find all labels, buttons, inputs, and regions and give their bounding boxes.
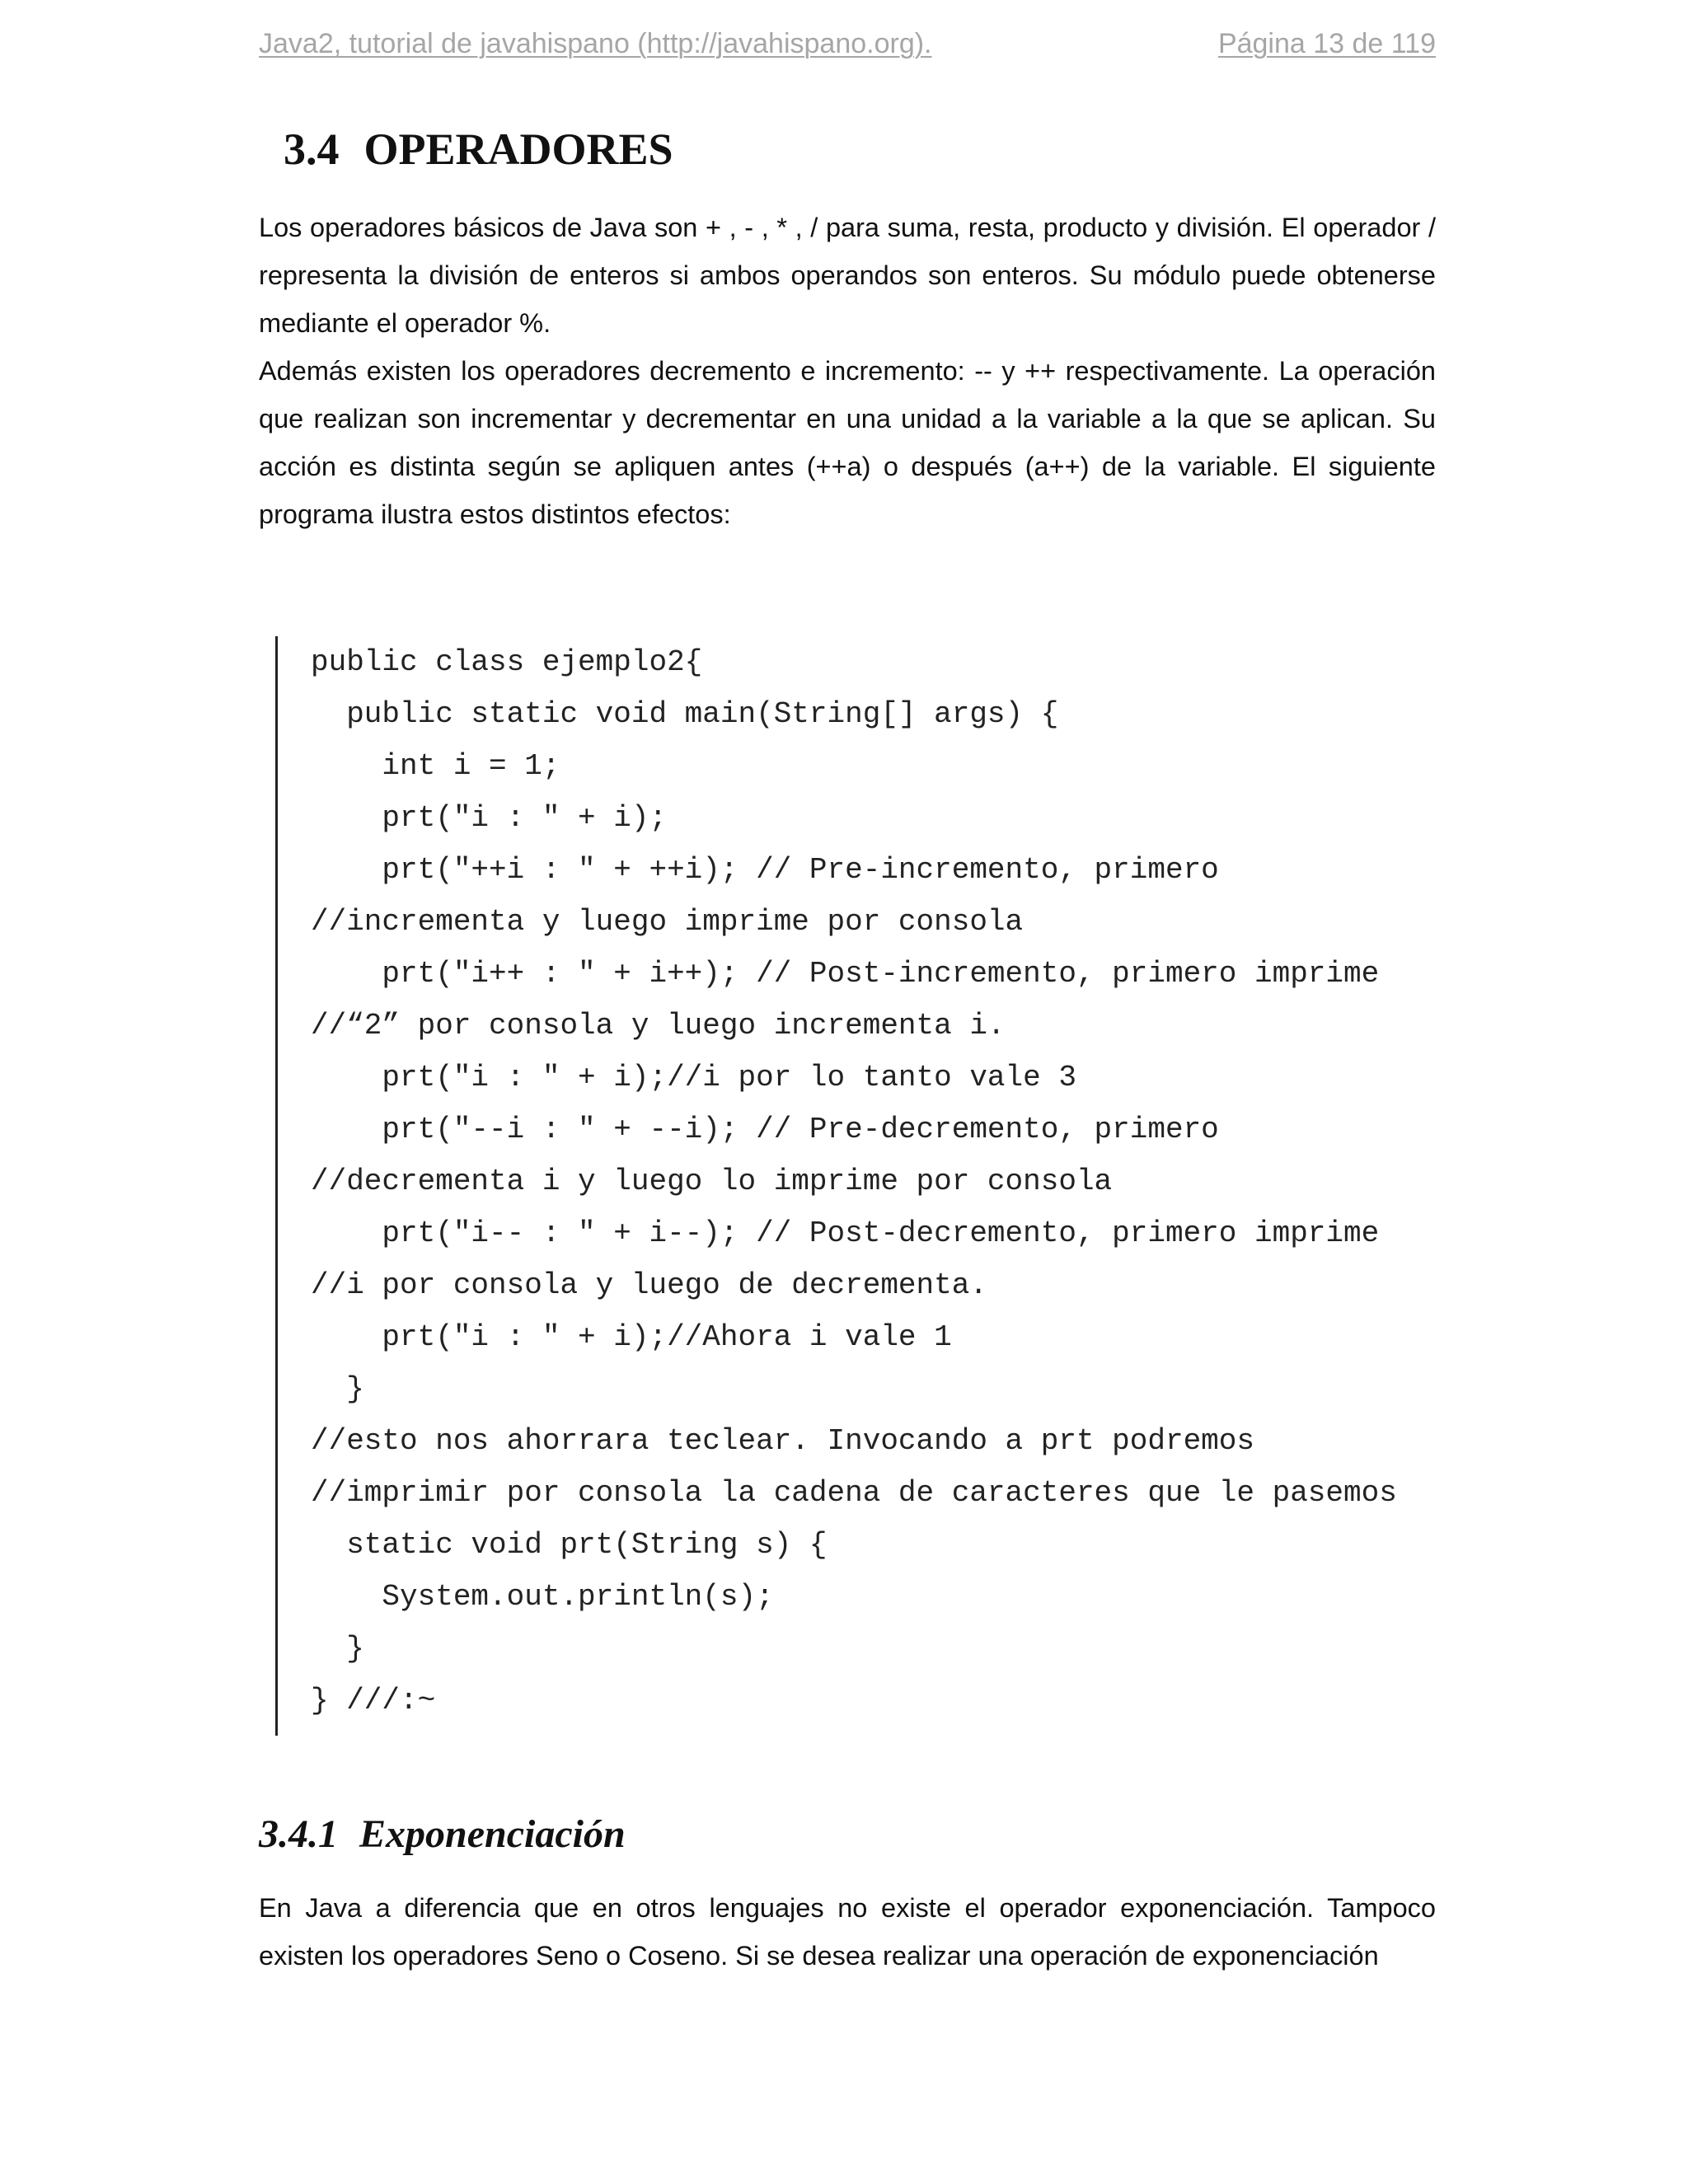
code-line: prt("i++ : " + i++); // Post-incremento, primero imprime (311, 957, 1380, 991)
header-page-number[interactable]: Página 13 de 119 (1217, 28, 1436, 59)
code-line: //i por consola y luego de decrementa. (311, 1268, 987, 1302)
code-line: } (311, 1372, 364, 1406)
code-line: System.out.println(s); (311, 1580, 774, 1614)
header-source-link[interactable]: Java2, tutorial de javahispano (http://javahispano.org). (259, 28, 932, 59)
code-line: public static void main(String[] args) { (311, 697, 1059, 731)
page-header (259, 28, 1436, 69)
section-number: 3.4 (284, 124, 340, 174)
paragraph-operators-basic: Los operadores básicos de Java son + , - , * , / para suma, resta, producto y división. El operador / representa la división de enteros si ambos operandos son enteros. Su módulo puede obtenerse mediante el operador %. (259, 213, 1436, 338)
code-line: //esto nos ahorrara teclear. Invocando a prt podremos (311, 1424, 1254, 1458)
code-line: prt("i : " + i); (311, 801, 668, 835)
code-line: public class ejemplo2{ (311, 645, 703, 679)
code-block (275, 636, 1465, 1736)
subsection-heading (259, 1811, 626, 1857)
section-title-text: OPERADORES (363, 124, 673, 174)
subsection-title-text: Exponenciación (359, 1812, 626, 1856)
section-heading (284, 124, 673, 175)
subsection-number: 3.4.1 (259, 1812, 338, 1856)
code-line: } ///:~ (311, 1684, 436, 1718)
code-line: } (311, 1632, 364, 1666)
code-line: //incrementa y luego imprime por consola (311, 905, 1024, 939)
code-line: prt("--i : " + --i); // Pre-decremento, primero (311, 1113, 1219, 1146)
code-line: prt("i-- : " + i--); // Post-decremento, primero imprime (311, 1216, 1380, 1250)
code-line: prt("i : " + i);//i por lo tanto vale 3 (311, 1061, 1076, 1094)
code-line: prt("++i : " + ++i); // Pre-incremento, primero (311, 853, 1219, 887)
paragraph-exponentiation: En Java a diferencia que en otros lenguajes no existe el operador exponenciación. Tampoco existen los operadores Seno o Coseno. Si se desea realizar una operación de exponenciación (259, 1893, 1436, 1971)
code-line: int i = 1; (311, 749, 560, 783)
code-line: //imprimir por consola la cadena de caracteres que le pasemos (311, 1476, 1397, 1510)
code-line: //decrementa i y luego lo imprime por consola (311, 1165, 1113, 1198)
code-line: static void prt(String s) { (311, 1528, 828, 1562)
paragraph-increment-decrement: Además existen los operadores decremento e incremento: -- y ++ respectivamente. La operación que realizan son incrementar y decrementar en una unidad a la variable a la que se aplican. Su acción es distinta según se apliquen antes (++a) o después (a++) de la variable. El siguiente programa ilustra estos distintos efectos: (259, 356, 1436, 529)
code-line: prt("i : " + i);//Ahora i vale 1 (311, 1320, 952, 1354)
code-line: //“2” por consola y luego incrementa i. (311, 1009, 1006, 1043)
